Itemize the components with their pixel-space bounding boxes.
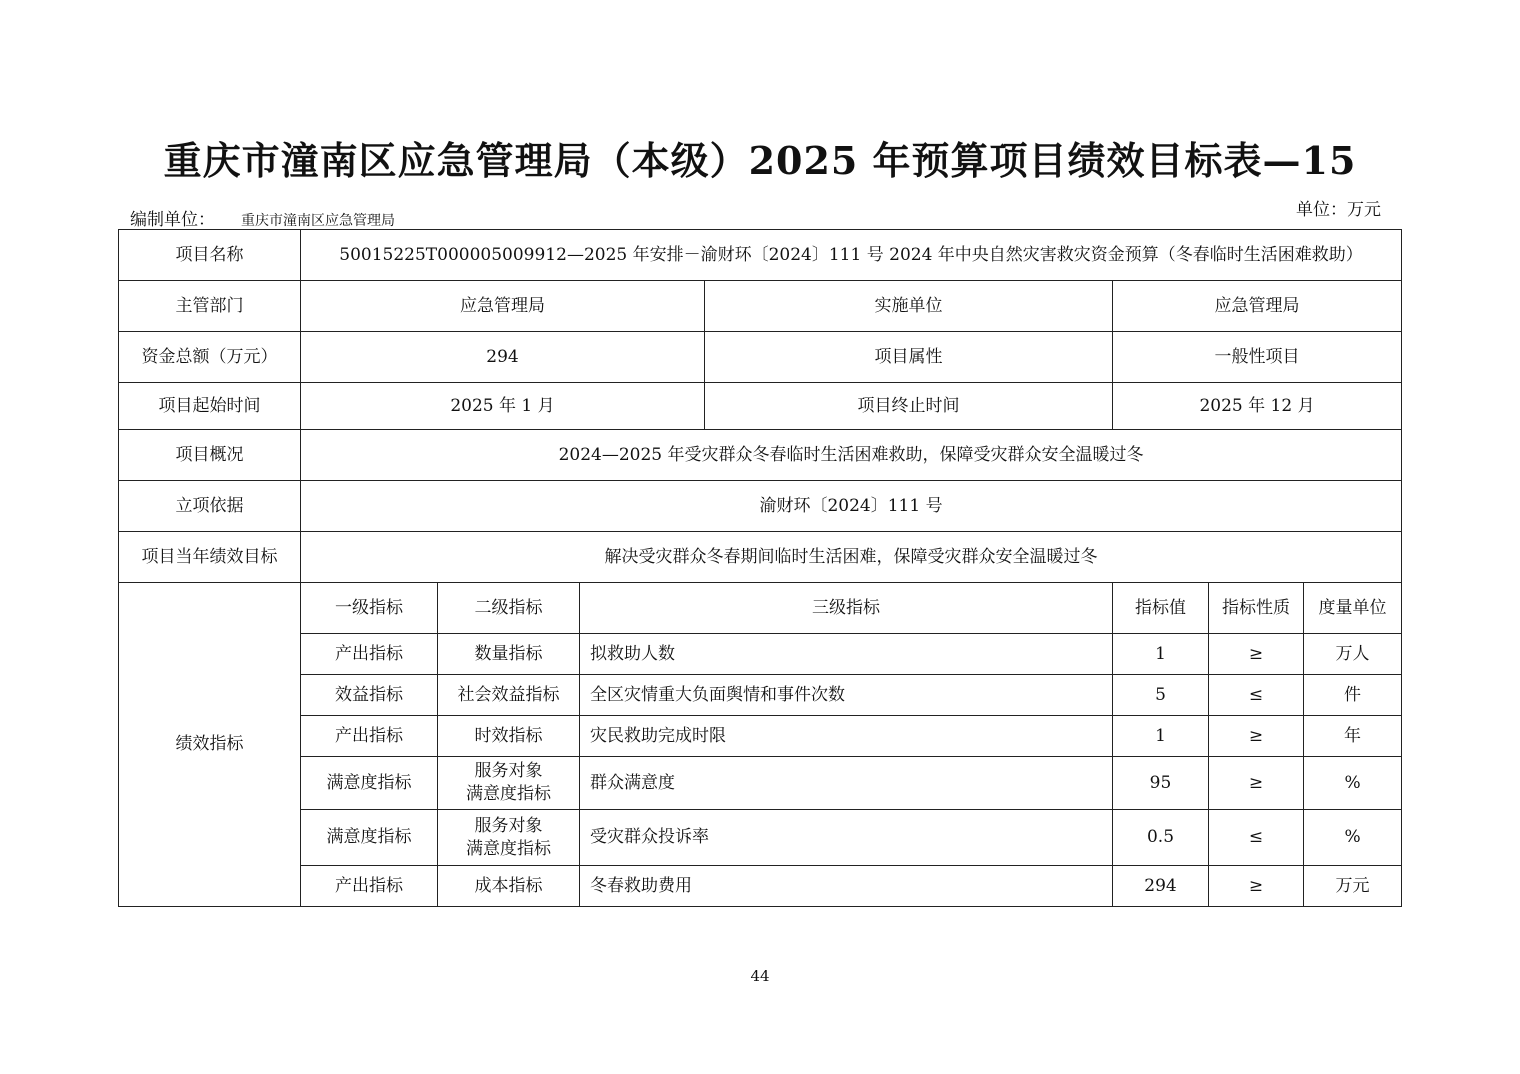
cell-nature: ≤ <box>1209 810 1304 866</box>
header-level2: 二级指标 <box>438 583 580 634</box>
label-start-time: 项目起始时间 <box>119 383 301 430</box>
cell-level1: 满意度指标 <box>301 810 438 866</box>
row-overview <box>119 430 1402 481</box>
performance-table <box>118 229 1402 907</box>
cell-nature: ≥ <box>1209 634 1304 675</box>
table-row <box>119 810 1402 866</box>
cell-level2 <box>438 675 580 716</box>
cell-level1: 满意度指标 <box>301 757 438 810</box>
cell-unit: 件 <box>1304 675 1402 716</box>
label-project-attribute: 项目属性 <box>705 332 1113 383</box>
cell-level3: 全区灾情重大负面舆情和事件次数 <box>580 675 1113 716</box>
label-end-time: 项目终止时间 <box>705 383 1113 430</box>
label-overview: 项目概况 <box>119 430 301 481</box>
cell-level3: 群众满意度 <box>580 757 1113 810</box>
value-overview: 2024—2025 年受灾群众冬春临时生活困难救助，保障受灾群众安全温暖过冬 <box>301 430 1402 481</box>
row-dates <box>119 383 1402 430</box>
cell-level2-line: 时效指标 <box>474 725 543 746</box>
cell-level2 <box>438 757 580 810</box>
table-row <box>119 716 1402 757</box>
cell-level2 <box>438 634 580 675</box>
cell-level2-line: 满意度指标 <box>466 838 551 859</box>
cell-level2-line: 满意度指标 <box>466 784 551 804</box>
org-label: 编制单位： <box>130 210 215 230</box>
value-fund-total: 294 <box>301 332 705 383</box>
cell-unit: % <box>1304 810 1402 866</box>
value-basis: 渝财环〔2024〕111 号 <box>301 481 1402 532</box>
value-implementing-unit: 应急管理局 <box>1113 281 1402 332</box>
cell-unit: 年 <box>1304 716 1402 757</box>
label-department: 主管部门 <box>119 281 301 332</box>
cell-level3: 灾民救助完成时限 <box>580 716 1113 757</box>
header-nature: 指标性质 <box>1209 583 1304 634</box>
label-project-name: 项目名称 <box>119 230 301 281</box>
cell-level3: 冬春救助费用 <box>580 866 1113 907</box>
cell-level1: 产出指标 <box>301 866 438 907</box>
label-implementing-unit: 实施单位 <box>705 281 1113 332</box>
value-project-name: 50015225T000005009912—2025 年安排－渝财环〔2024〕111 号 2024 年中央自然灾害救灾资金预算（冬春临时生活困难救助） <box>301 230 1402 281</box>
value-department: 应急管理局 <box>301 281 705 332</box>
page-title: 重庆市潼南区应急管理局（本级）2025 年预算项目绩效目标表—15 <box>163 138 1357 183</box>
org-value: 重庆市潼南区应急管理局 <box>241 213 395 229</box>
row-project-name <box>119 230 1402 281</box>
org-row <box>130 205 395 230</box>
value-annual-goal: 解决受灾群众冬春期间临时生活困难，保障受灾群众安全温暖过冬 <box>301 532 1402 583</box>
page-number: 44 <box>750 967 770 985</box>
table-row <box>119 675 1402 716</box>
value-end-time: 2025 年 12 月 <box>1113 383 1402 430</box>
table-row <box>119 634 1402 675</box>
header-value: 指标值 <box>1113 583 1209 634</box>
cell-value: 1 <box>1113 716 1209 757</box>
header-level3: 三级指标 <box>580 583 1113 634</box>
label-basis: 立项依据 <box>119 481 301 532</box>
cell-nature: ≥ <box>1209 757 1304 810</box>
row-department <box>119 281 1402 332</box>
table-row <box>119 757 1402 810</box>
cell-value: 0.5 <box>1113 810 1209 866</box>
cell-level2-line: 成本指标 <box>474 875 543 896</box>
row-annual-goal <box>119 532 1402 583</box>
cell-value: 95 <box>1113 757 1209 810</box>
cell-value: 1 <box>1113 634 1209 675</box>
label-indicators: 绩效指标 <box>119 583 301 907</box>
table-row <box>119 866 1402 907</box>
header-unit: 度量单位 <box>1304 583 1402 634</box>
cell-level2-line: 数量指标 <box>474 643 543 664</box>
cell-nature: ≥ <box>1209 716 1304 757</box>
cell-level1: 产出指标 <box>301 634 438 675</box>
cell-nature: ≤ <box>1209 675 1304 716</box>
cell-level2-line: 服务对象 <box>474 815 543 836</box>
cell-level1: 效益指标 <box>301 675 438 716</box>
row-indicator-header <box>119 583 1402 634</box>
cell-level1: 产出指标 <box>301 716 438 757</box>
cell-value: 294 <box>1113 866 1209 907</box>
cell-unit: % <box>1304 757 1402 810</box>
value-project-attribute: 一般性项目 <box>1113 332 1402 383</box>
row-basis <box>119 481 1402 532</box>
cell-nature: ≥ <box>1209 866 1304 907</box>
cell-unit: 万人 <box>1304 634 1402 675</box>
label-annual-goal: 项目当年绩效目标 <box>119 532 301 583</box>
cell-level3: 受灾群众投诉率 <box>580 810 1113 866</box>
cell-level2 <box>438 810 580 866</box>
cell-level2 <box>438 866 580 907</box>
label-fund-total: 资金总额（万元） <box>119 332 301 383</box>
value-start-time: 2025 年 1 月 <box>301 383 705 430</box>
cell-level3: 拟救助人数 <box>580 634 1113 675</box>
cell-level2-line: 服务对象 <box>474 761 543 782</box>
unit-label: 单位：万元 <box>1296 200 1381 220</box>
row-fund <box>119 332 1402 383</box>
cell-unit: 万元 <box>1304 866 1402 907</box>
header-level1: 一级指标 <box>301 583 438 634</box>
cell-level2 <box>438 716 580 757</box>
cell-level2-line: 社会效益指标 <box>457 684 560 705</box>
cell-value: 5 <box>1113 675 1209 716</box>
